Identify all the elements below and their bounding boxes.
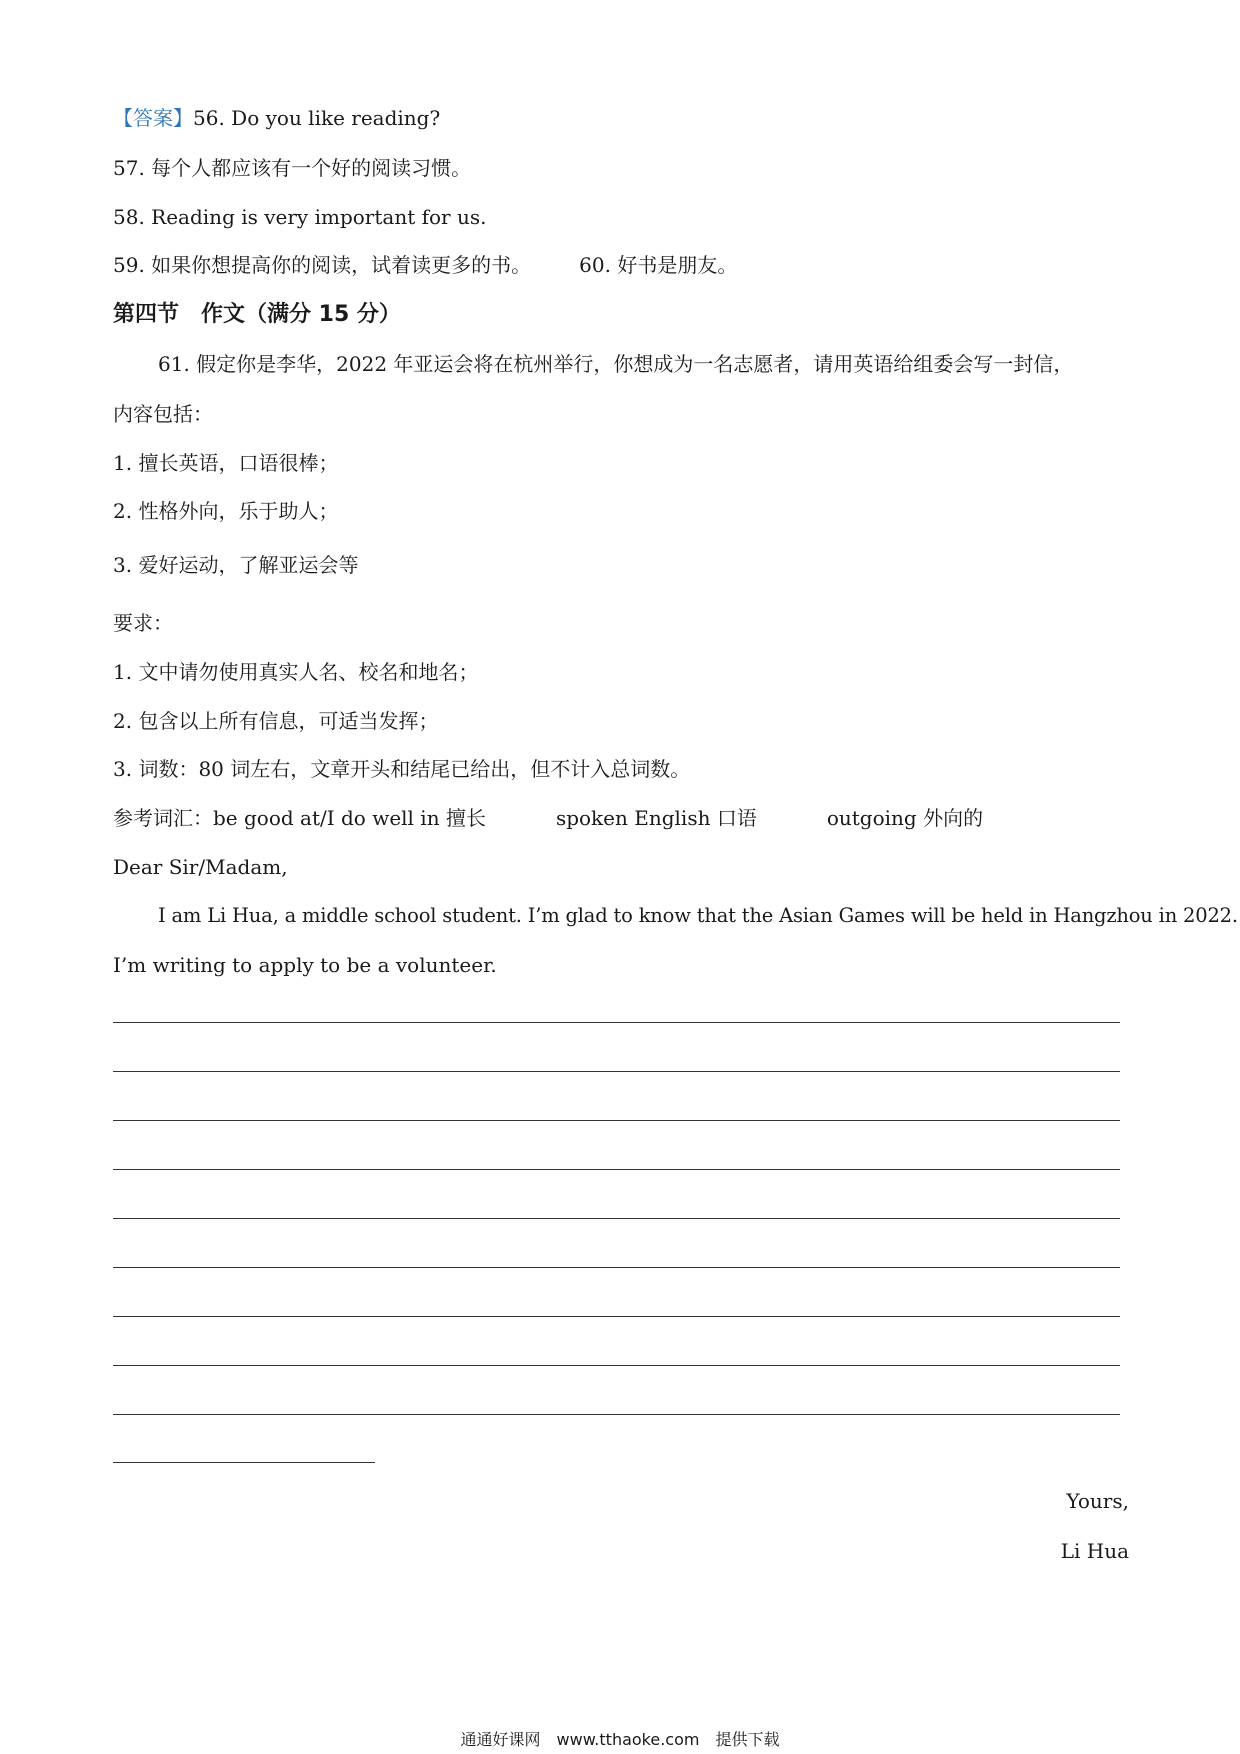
writing-line: [113, 1071, 1120, 1072]
vocab-item: outgoing 外向的: [826, 806, 984, 830]
vocab-label: 参考词汇：: [113, 806, 213, 830]
section-title: 第四节 作文（满分 15 分）: [113, 302, 401, 327]
requirement-item: 3. 词数：80 词左右，文章开头和结尾已给出，但不计入总词数。: [113, 757, 691, 781]
letter-opening-line-1: I am Li Hua, a middle school student. I’m glad to know that the Asian Games will be held in Hangzhou in 2022.: [158, 904, 1238, 927]
letter-salutation: Dear Sir/Madam,: [113, 855, 288, 879]
answer-60: 60. 好书是朋友。: [579, 253, 738, 277]
vocab-item: be good at/I do well in 擅长: [213, 806, 486, 830]
requirement-item: 1. 文中请勿使用真实人名、校名和地名；: [113, 660, 479, 684]
answer-tag: 【答案】: [113, 106, 193, 130]
letter-opening-line-2: I’m writing to apply to be a volunteer.: [113, 953, 497, 977]
writing-line: [113, 1414, 1120, 1415]
writing-line: [113, 1267, 1120, 1268]
writing-line: [113, 1218, 1120, 1219]
answer-57: 57. 每个人都应该有一个好的阅读习惯。: [113, 156, 472, 180]
vocab-item: spoken English 口语: [555, 806, 757, 830]
content-item: 3. 爱好运动，了解亚运会等: [113, 553, 359, 577]
answer-59-60: [113, 252, 737, 278]
answer-56: [113, 105, 440, 131]
writing-line: [113, 1365, 1120, 1366]
requirements-label: 要求：: [113, 611, 173, 635]
letter-signature: Li Hua: [1060, 1539, 1129, 1563]
requirement-item: 2. 包含以上所有信息，可适当发挥；: [113, 709, 439, 733]
answer-56-text: 56. Do you like reading?: [193, 106, 441, 130]
writing-line: [113, 1120, 1120, 1121]
answer-59: 59. 如果你想提高你的阅读，试着读更多的书。: [113, 253, 532, 277]
vocab-line: [113, 805, 983, 831]
writing-line: [113, 1316, 1120, 1317]
writing-line-short: [113, 1462, 375, 1463]
writing-line: [113, 1169, 1120, 1170]
page-footer: 通通好课网 www.tthaoke.com 提供下载: [460, 1730, 780, 1749]
content-item: 1. 擅长英语，口语很棒；: [113, 451, 339, 475]
content-item: 2. 性格外向，乐于助人；: [113, 499, 339, 523]
writing-line: [113, 1022, 1120, 1023]
answer-58: 58. Reading is very important for us.: [113, 205, 487, 229]
prompt-line-2: 内容包括：: [113, 402, 213, 426]
prompt-line-1: 61. 假定你是李华，2022 年亚运会将在杭州举行，你想成为一名志愿者，请用英语给组委会写一封信，: [158, 352, 1074, 376]
letter-closing: Yours,: [1066, 1489, 1129, 1513]
